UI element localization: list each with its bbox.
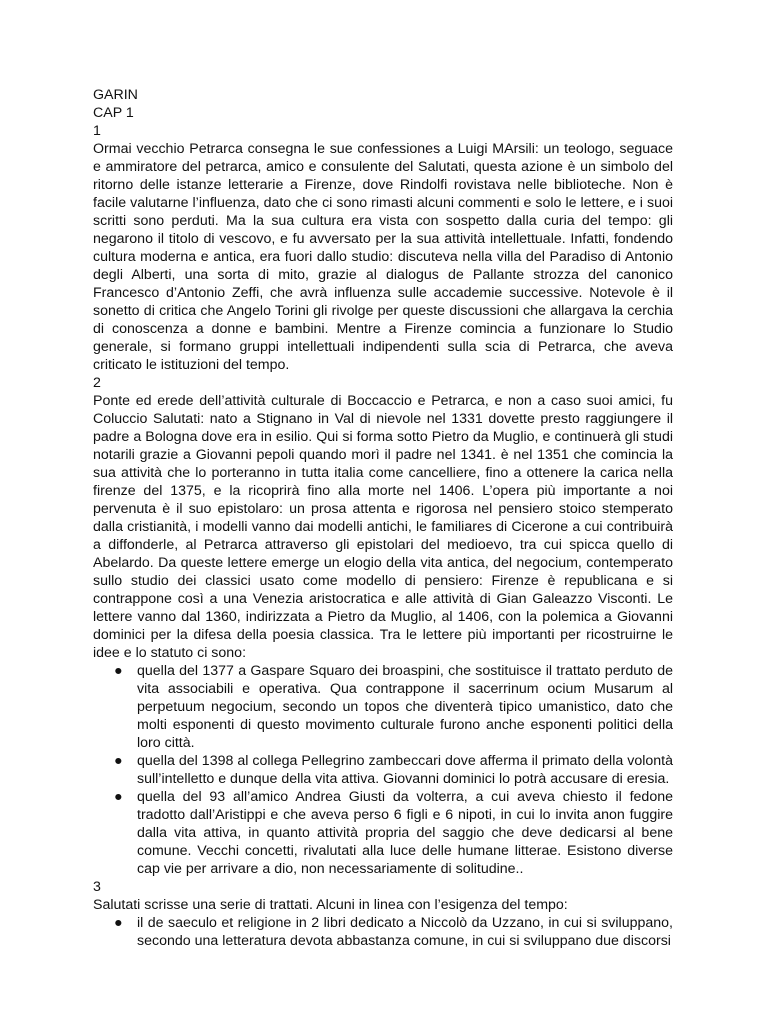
bullet-icon: ● xyxy=(114,663,123,679)
section-number: 1 xyxy=(93,123,101,139)
list-item xyxy=(93,752,673,788)
bullet-list xyxy=(93,662,673,878)
bullet-icon: ● xyxy=(114,915,123,931)
section-number: 3 xyxy=(93,879,101,895)
section-paragraph: Ormai vecchio Petrarca consegna le sue confessiones a Luigi MArsili: un teologo, seguace e ammiratore del petrarca, amico e consulente del Salutati, questa azione è un simbolo del ritorno delle istanze letterarie a Firenze, dove Rindolfi rovistava nelle biblioteche. Non è facile valutarne l’influenza, dato che ci sono rimasti alcuni commenti e solo le lettere, e i suoi scritti sono perduti. Ma la sua cultura era vista con sospetto dalla curia del tempo: gli negarono il titolo di vescovo, e fu avversato per la sua attività intellettuale. Infatti, fondendo cultura moderna e antica, era fuori dallo studio: discuteva nella villa del Paradiso di Antonio degli Alberti, una sorta di mito, grazie al dialogus de Pallante strozza del canonico Francesco d’Antonio Zeffi, che avrà influenza sulle accademie successive. Notevole è il sonetto di critica che Angelo Torini gli rivolge per queste discussioni che allargava la cerchia di conoscenza a donne e bambini. Mentre a Firenze comincia a funzionare lo Studio generale, si formano gruppi intellettuali indipendenti sulla scia di Petrarca, che aveva criticato le istituzioni del tempo. xyxy=(93,141,673,373)
list-item-text: quella del 93 all’amico Andrea Giusti da volterra, a cui aveva chiesto il fedone tradotto dall’Aristippi e che aveva perso 6 figli e 6 nipoti, in cui lo invita anon fuggire dalla vita attiva, in quanto attività propria del saggio che deve dedicarsi al bene comune. Vecchi concetti, rivalutati alla luce delle humane litterae. Esistono diverse cap vie per arrivare a dio, non necessariamente di solitudine.. xyxy=(137,789,673,877)
section-paragraph: Salutati scrisse una serie di trattati. Alcuni in linea con l’esigenza del tempo: xyxy=(93,897,568,913)
list-item xyxy=(93,788,673,878)
bullet-icon: ● xyxy=(114,753,123,769)
section-1 xyxy=(93,122,673,374)
list-item xyxy=(93,662,673,752)
list-item-text: il de saeculo et religione in 2 libri dedicato a Niccolò da Uzzano, in cui si sviluppano, secondo una letteratura devota abbastanza comune, in cui si sviluppano due discorsi xyxy=(137,915,673,949)
section-number: 2 xyxy=(93,375,101,391)
bullet-list xyxy=(93,914,673,950)
section-paragraph: Ponte ed erede dell’attività culturale di Boccaccio e Petrarca, e non a caso suoi amici, fu Coluccio Salutati: nato a Stignano in Val di nievole nel 1331 dovette presto raggiungere il padre a Bologna dove era in esilio. Qui si forma sotto Pietro da Muglio, e continuerà gli studi notarili grazie a Giovanni pepoli quando morì il padre nel 1341. è nel 1351 che comincia la sua attività che lo porteranno in tutta italia come cancelliere, fino a ottenere la carica nella firenze del 1375, e la ricoprirà fino alla morte nel 1406. L’opera più importante a noi pervenuta è il suo epistolaro: un prosa attenta e rigorosa nel pensiero stoico stemperato dalla cristianità, i modelli vanno dai modelli antichi, le familiares di Cicerone a cui contribuirà a diffonderle, al Petrarca attraverso gli epistolari del medioevo, tra cui spicca quello di Abelardo. Da queste lettere emerge un elogio della vita antica, del negocium, contemperato sullo studio dei classici usato come modello di pensiero: Firenze è republicana e si contrappone così a una Venezia aristocratica e alle attività di Gian Galeazzo Visconti. Le lettere vanno dal 1360, indirizzata a Pietro da Muglio, al 1406, con la polemica a Giovanni dominici per la difesa della poesia classica. Tra le lettere più importanti per ricostruirne le idee e lo statuto ci sono: xyxy=(93,393,673,661)
section-3 xyxy=(93,878,673,950)
chapter-heading: CAP 1 xyxy=(93,105,134,121)
doc-title: GARIN xyxy=(93,87,138,103)
list-item-text: quella del 1377 a Gaspare Squaro dei broaspini, che sostituisce il trattato perduto de vita associabili e operativa. Qua contrappone il sacerrinum ocium Musarum al perpetuum negocium, secondo un topos che diventerà tipico umanistico, dato che molti esponenti di questo movimento culturale furono anche esponenti politici della loro città. xyxy=(137,663,673,751)
bullet-icon: ● xyxy=(114,789,123,805)
section-2 xyxy=(93,374,673,878)
list-item-text: quella del 1398 al collega Pellegrino zambeccari dove afferma il primato della volontà sull’intelletto e dunque della vita attiva. Giovanni dominici lo potrà accusare di eresia. xyxy=(137,753,673,787)
list-item xyxy=(93,914,673,950)
